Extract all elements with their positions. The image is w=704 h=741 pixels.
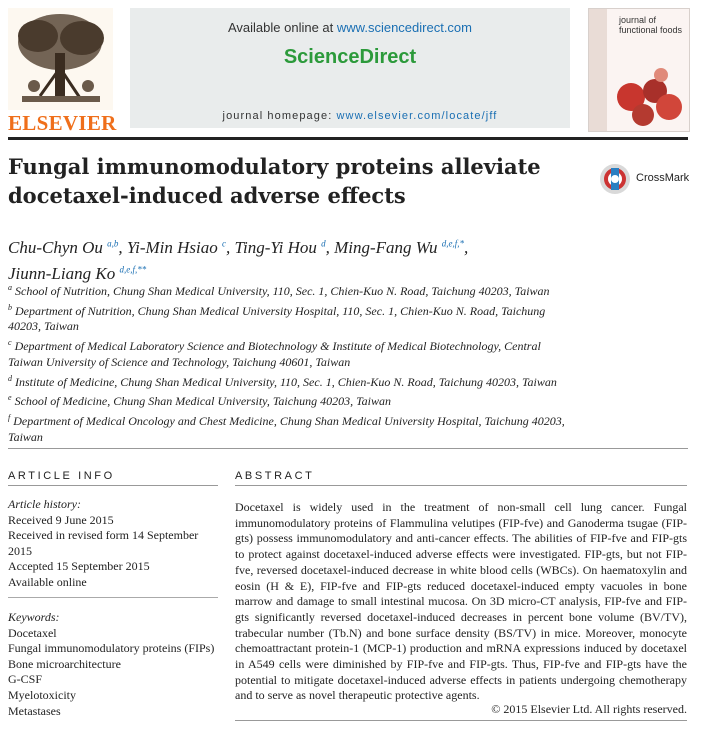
author-affil-marker[interactable]: d [321,238,326,248]
history-item: Available online [8,574,87,589]
affiliation-text: Institute of Medicine, Chung Shan Medical University, 110, Sec. 1, Chien-Kuo N. Road, Taichung 40203, Taiwan [15,374,557,389]
keyword: G-CSF [8,672,43,687]
available-prefix: Available online at [227,20,337,35]
crossmark-label: CrossMark [636,172,690,184]
affiliation-key: a [8,283,12,292]
header-rule [8,137,688,140]
author-affil-marker[interactable]: a,b [107,238,119,248]
author[interactable] [8,238,127,257]
keyword: Myelotoxicity [8,687,76,702]
keyword: Bone microarchitecture [8,656,121,671]
history-rule [8,597,218,598]
elsevier-wordmark: ELSEVIER [8,111,117,135]
journal-homepage-line [150,110,570,122]
author-affil-marker[interactable]: d,e,f,** [119,264,147,275]
affiliation [8,371,568,391]
abstract-text: Docetaxel is widely used in the treatment of non-small cell lung cancer. Fungal immunomodulatory proteins of Flammulina velutipes (FIP-fve) and Ganoderma tsugae (FIP-gts) possess immunomodulatory and anti-cancer effects. The abilities of FIP-fve and FIP-gts to protect against docetaxel-induced adverse effects were investigated. FIP-gts, but not FIP-fve, reversed docetaxel-induced decrease in white blood cells (WBCs). On haematoxylin and eosin (H & E), FIP-fve and FIP-gts reduced docetaxel-induced empty vacuoles in bone marrow and damage to small intestinal mucosa. On 3D micro-CT analysis, FIP-fve and FIP-gts significantly reversed docetaxel-induced decreases in percent bone volume (BV/TV), trabecular number (Tb.N) and bone surface density (BS/TV) in mice. Moreover, monocyte chemoattractant protein-1 (MCP-1) production and mRNA expressions induced by docetaxel in A549 cells were diminished by FIP-fve and FIP-gts. Thus, FIP-fve and FIP-gts have the potential to mitigate docetaxel-induced adverse effects in patients undergoing chemotherapy and to serve as novel therapeutic protective agents. [235,500,687,703]
article-history [8,497,218,591]
affiliation-key: f [8,412,11,422]
section-divider [8,448,688,449]
keyword: Fungal immunomodulatory proteins (FIPs) [8,641,215,656]
affiliation [8,335,568,370]
affiliation [8,390,568,410]
author[interactable] [334,238,468,257]
article-info-heading: ARTICLE INFO [8,470,115,482]
affiliation [8,280,568,300]
affiliation-text: Department of Medical Laboratory Science and Biotechnology & Institute of Medical Biotechnology, Central Taiwan University of Science and Technology, Taichung 40601, Taiwan [8,339,541,369]
author-affil-marker[interactable]: c [222,238,226,248]
author[interactable] [127,238,235,257]
history-item: Received in revised form 14 September 2015 [8,528,199,558]
author-name: Yi-Min Hsiao [126,237,218,257]
author-name: Chu-Chyn Ou [8,237,103,257]
abstract-bottom-rule [235,720,687,721]
journal-cover [588,8,690,132]
affiliation [8,300,568,335]
cover-fruit-image [609,57,687,129]
affiliation-key: b [8,302,12,312]
affiliation-key: d [8,373,12,383]
abstract-rule [235,485,687,486]
author[interactable] [235,238,335,257]
history-item: Received 9 June 2015 [8,512,114,527]
homepage-prefix: journal homepage: [222,110,337,122]
affiliation [8,410,568,445]
article-info-rule [8,485,218,486]
keyword: Docetaxel [8,625,57,640]
author-separator: , [464,237,469,257]
keyword: Metastases [8,703,61,718]
author-name: Jiunn-Liang Ko [8,264,116,284]
affiliation-text: Department of Medical Oncology and Chest Medicine, Chung Shan Medical University Hospital, Taichung 40203, Taiwan [8,413,565,444]
crossmark-icon[interactable] [599,163,631,195]
keyword-list [8,610,218,719]
author-separator: , [325,237,335,257]
journal-cover-title: journal of functional foods [619,15,683,35]
author-separator: , [226,237,235,257]
available-online-line [130,20,570,35]
abstract-heading: ABSTRACT [235,470,315,482]
sciencedirect-logo: ScienceDirect [283,46,417,68]
author-affil-marker[interactable]: d,e,f,* [441,238,464,248]
copyright-notice: © 2015 Elsevier Ltd. All rights reserved. [491,702,687,716]
affiliation-text: School of Medicine, Chung Shan Medical University, Taichung 40203, Taiwan [14,394,391,409]
author-list [8,232,698,285]
keywords-label: Keywords: [8,610,60,624]
article-title: Fungal immunomodulatory proteins alleviate docetaxel-induced adverse effects [8,154,541,208]
affiliation-text: Department of Nutrition, Chung Shan Medical University Hospital, 110, Sec. 1, Chien-Kuo N. Road, Taichung 40203, Taiwan [8,303,546,334]
author-separator: , [118,237,127,257]
cover-stripe [589,9,607,131]
affiliation-text: School of Nutrition, Chung Shan Medical University, 110, Sec. 1, Chien-Kuo N. Road, Taichung 40203, Taiwan [15,284,550,298]
journal-homepage-link[interactable]: www.elsevier.com/locate/jff [336,110,498,122]
history-label: Article history: [8,497,81,511]
author-name: Ting-Yi Hou [234,237,317,257]
affiliation-key: e [8,393,12,403]
author-name: Ming-Fang Wu [334,237,438,257]
sciencedirect-link[interactable]: www.sciencedirect.com [336,20,472,35]
history-item: Accepted 15 September 2015 [8,559,150,574]
affiliation-key: c [8,338,12,348]
affiliation-list [8,280,568,445]
